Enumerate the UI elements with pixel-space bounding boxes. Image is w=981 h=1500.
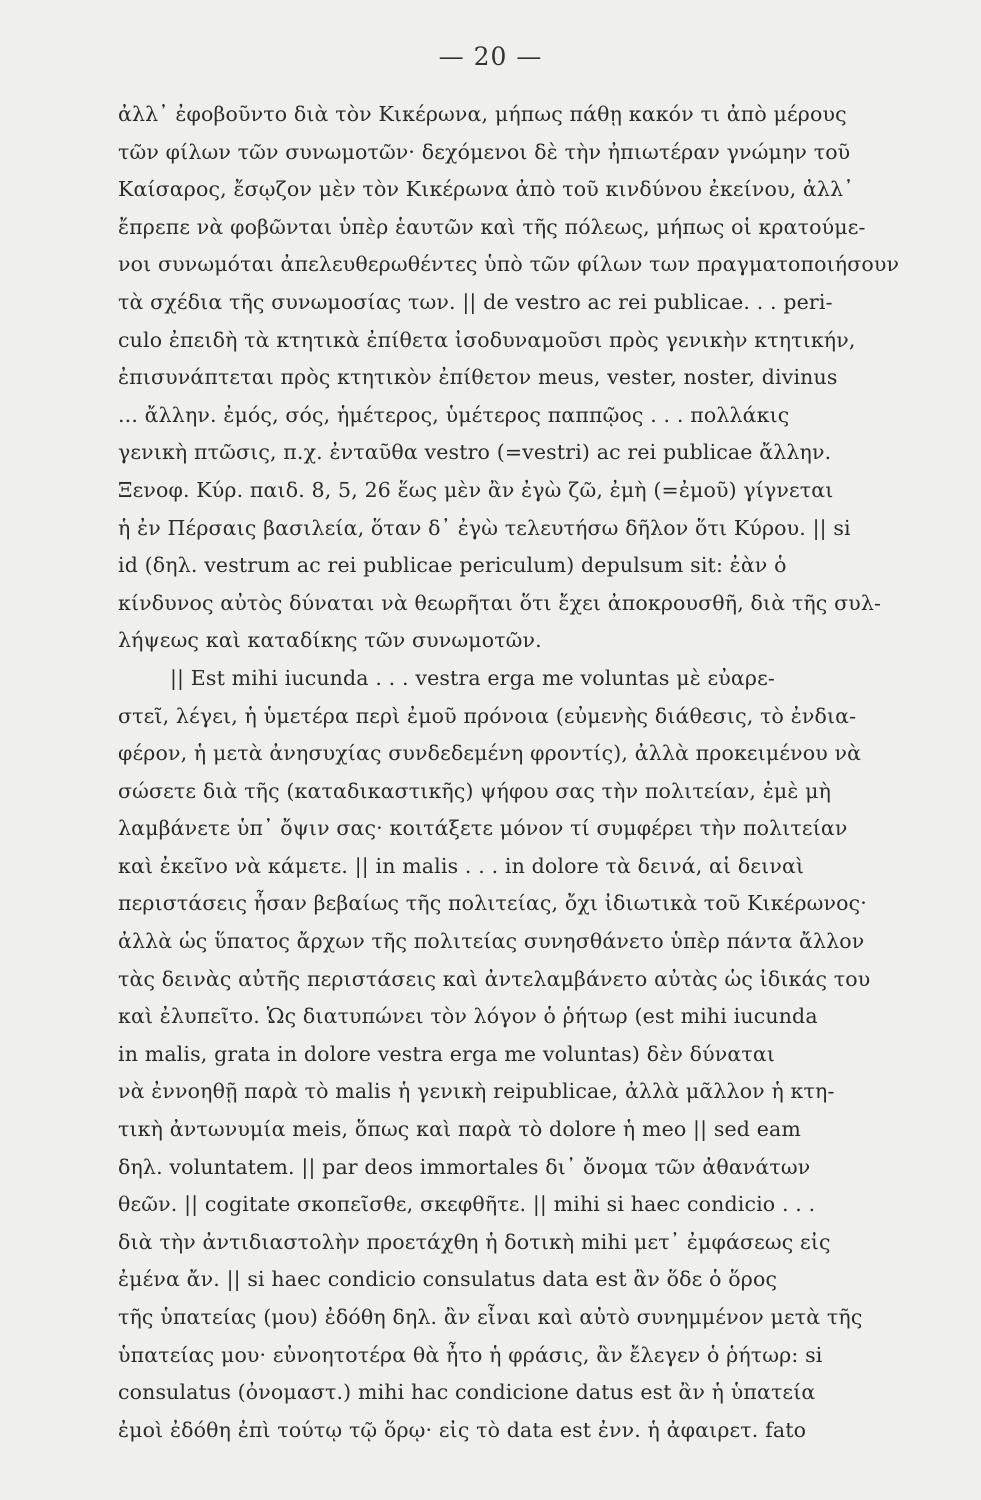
text-line: περιστάσεις ἦσαν βεβαίως τῆς πολιτείας, ὄχι ἰδιωτικὰ τοῦ Κικέρωνος· [118,891,867,916]
page-number: — 20 — [438,42,543,71]
text-line: id (δηλ. vestrum ac rei publicae periculum) depulsum sit: ἐὰν ὁ [118,553,787,578]
text-line: ... ἄλλην. ἐμός, σός, ἡμέτερος, ὑμέτερος παππῷος . . . πολλάκις [118,402,790,427]
body-text [118,96,980,1449]
text-line: λήψεως καὶ καταδίκης τῶν συνωμοτῶν. [118,628,542,653]
text-line: ἐμένα ἄν. || si haec condicio consulatus data est ἂν ὅδε ὁ ὅρος [118,1267,778,1292]
text-line: σώσετε διὰ τῆς (καταδικαστικῆς) ψήφου σας τὴν πολιτείαν, ἐμὲ μὴ [118,778,832,803]
text-line: γενικὴ πτῶσις, π.χ. ἐνταῦθα vestro (=vestri) ac rei publicae ἄλλην. [118,440,832,465]
text-line: καὶ ἐλυπεῖτο. Ὡς διατυπώνει τὸν λόγον ὁ ῥήτωρ (est mihi iucunda [118,1004,818,1029]
text-line: in malis, grata in dolore vestra erga me voluntas) δὲν δύναται [118,1041,776,1066]
text-line: τῶν φίλων τῶν συνωμοτῶν· δεχόμενοι δὲ τὴν ἠπιωτέραν γνώμην τοῦ [118,139,851,164]
text-line: ἐμοὶ ἐδόθη ἐπὶ τούτῳ τῷ ὅρῳ· εἰς τὸ data est ἐνν. ἡ ἀφαιρετ. fato [118,1417,807,1442]
text-line: ἡ ἐν Πέρσαις βασιλεία, ὅταν δ᾽ ἐγὼ τελευτήσω δῆλον ὅτι Κύρου. || si [118,515,851,540]
text-line: διὰ τὴν ἀντιδιαστολὴν προετάχθη ἡ δοτικὴ mihi μετ᾽ ἐμφάσεως εἰς [118,1229,831,1254]
text-line: νοι συνωμόται ἀπελευθερωθέντες ὑπὸ τῶν φίλων των πραγματοποιήσουν [118,252,900,277]
text-line: culo ἐπειδὴ τὰ κτητικὰ ἐπίθετα ἰσοδυναμοῦσι πρὸς γενικὴν κτητικήν, [118,327,856,352]
text-line: τῆς ὑπατείας (μου) ἐδόθη δηλ. ἂν εἶναι καὶ αὐτὸ συνημμένον μετὰ τῆς [118,1305,863,1329]
text-line: τικὴ ἀντωνυμία meis, ὅπως καὶ παρὰ τὸ dolore ἡ meo || sed eam [118,1117,801,1142]
text-line: νὰ ἐννοηθῇ παρὰ τὸ malis ἡ γενικὴ reipublicae, ἀλλὰ μᾶλλον ἡ κτη- [118,1079,835,1104]
text-line: consulatus (ὀνομαστ.) mihi hac condicione datus est ἂν ἡ ὑπατεία [118,1380,816,1405]
text-line: θεῶν. || cogitate σκοπεῖσθε, σκεφθῆτε. || mihi si haec condicio . . . [118,1192,816,1217]
text-line: ἔπρεπε νὰ φοβῶνται ὑπὲρ ἑαυτῶν καὶ τῆς πόλεως, μήπως οἱ κρατούμε- [118,214,866,239]
text-line: ἐπισυνάπτεται πρὸς κτητικὸν ἐπίθετον meus, vester, noster, divinus [118,365,838,390]
text-line: καὶ ἐκεῖνο νὰ κάμετε. || in malis . . . in dolore τὰ δεινά, αἱ δειναὶ [118,853,805,878]
text-line: φέρον, ἡ μετὰ ἀνησυχίας συνδεδεμένη φροντίς), ἀλλὰ προκειμένου νὰ [118,741,862,766]
text-line: ἀλλ᾽ ἐφοβοῦντο διὰ τὸν Κικέρωνα, μήπως πάθῃ κακόν τι ἀπὸ μέρους [118,102,847,126]
text-line: τὰς δεινὰς αὐτῆς περιστάσεις καὶ ἀντελαμβάνετο αὐτὰς ὡς ἰδικάς του [118,966,871,991]
text-line: Ξενοφ. Κύρ. παιδ. 8, 5, 26 ἕως μὲν ἂν ἐγὼ ζῶ, ἐμὴ (=ἐμοῦ) γίγνεται [118,477,834,502]
text-line: κίνδυνος αὐτὸς δύναται νὰ θεωρῆται ὅτι ἔχει ἀποκρουσθῆ, διὰ τῆς συλ- [118,590,882,615]
text-line: ὑπατείας μου· εὐνοητοτέρα θὰ ἦτο ἡ φράσις, ἂν ἔλεγεν ὁ ῥήτωρ: si [118,1342,823,1367]
text-line: Καίσαρος, ἔσῳζον μὲν τὸν Κικέρωνα ἀπὸ τοῦ κινδύνου ἐκείνου, ἀλλ᾽ [118,177,854,202]
text-line: στεῖ, λέγει, ἡ ὑμετέρα περὶ ἐμοῦ πρόνοια (εὐμενὴς διάθεσις, τὸ ἐνδια- [118,703,857,728]
text-line: δηλ. voluntatem. || par deos immortales δι᾽ ὄνομα τῶν ἀθανάτων [118,1154,811,1179]
text-line: τὰ σχέδια τῆς συνωμοσίας των. || de vestro ac rei publicae. . . peri- [118,289,833,314]
text-line: ἀλλὰ ὡς ὕπατος ἄρχων τῆς πολιτείας συνησθάνετο ὑπὲρ πάντα ἄλλον [118,929,865,954]
text-line: λαμβάνετε ὑπ᾽ ὄψιν σας· κοιτάξετε μόνον τί συμφέρει τὴν πολιτείαν [118,816,848,841]
text-line: || Est mihi iucunda . . . vestra erga me voluntas μὲ εὐαρε- [170,665,775,690]
